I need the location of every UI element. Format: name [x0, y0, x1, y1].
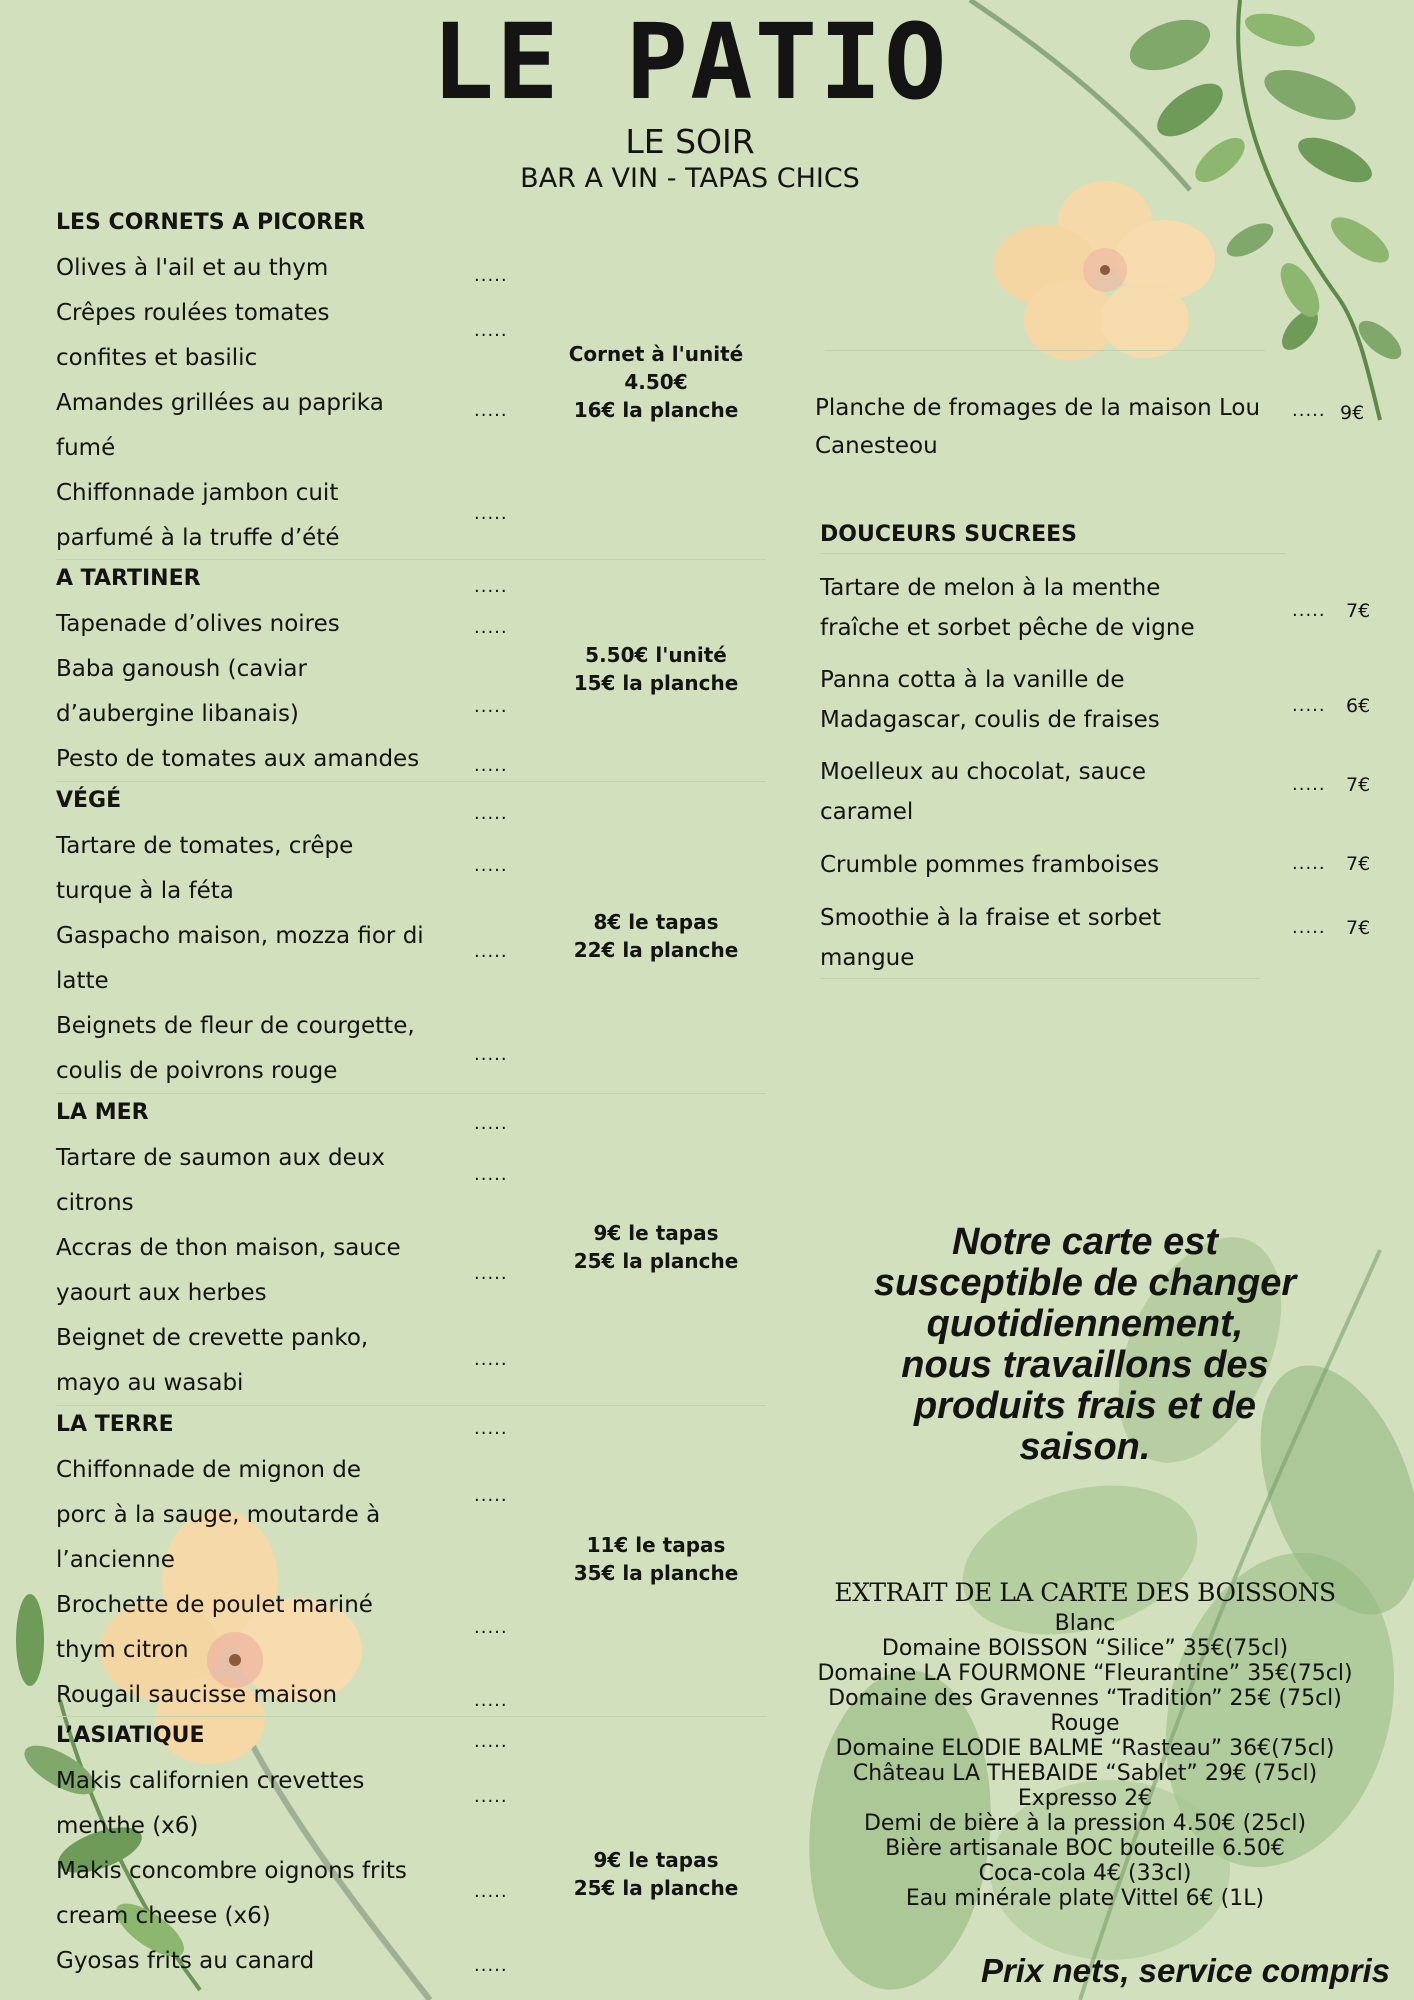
menu-line: mayo au wasabi: [56, 1370, 244, 1396]
section-divider: [820, 553, 1285, 554]
leader-dots: .....: [474, 576, 508, 597]
menu-line: thym citron: [56, 1637, 189, 1663]
dessert-price: 6€: [1346, 695, 1371, 717]
price-line: 25€ la planche: [573, 1876, 739, 1900]
menu-line: citrons: [56, 1190, 134, 1216]
menu-line: Brochette de poulet mariné: [56, 1592, 373, 1618]
section-divider: [56, 781, 766, 782]
section-divider: [825, 350, 1265, 351]
drinks-list: [770, 1575, 1400, 1911]
menu-line: Panna cotta à la vanille de: [820, 667, 1125, 693]
page-tagline: BAR A VIN - TAPAS CHICS: [520, 163, 860, 194]
section-divider: [56, 1405, 766, 1406]
menu-line: Gyosas frits au canard: [56, 1948, 315, 1974]
leader-dots: .....: [474, 503, 508, 524]
leader-dots: .....: [474, 696, 508, 717]
menu-line: Planche de fromages de la maison Lou: [815, 395, 1261, 421]
dessert-price: 7€: [1346, 600, 1371, 622]
section-title-vege: VÉGÉ: [56, 788, 122, 813]
menu-line: confites et basilic: [56, 345, 258, 371]
leader-dots: .....: [474, 265, 508, 286]
leader-dots: .....: [474, 1044, 508, 1065]
menu-line: turque à la féta: [56, 878, 234, 904]
leader-dots: .....: [474, 400, 508, 421]
menu-line: Smoothie à la fraise et sorbet: [820, 905, 1162, 931]
drink-line: Rouge: [1050, 1711, 1120, 1736]
leader-dots: .....: [1292, 917, 1326, 938]
menu-line: porc à la sauge, moutarde à: [56, 1502, 381, 1528]
leader-dots: .....: [474, 1955, 508, 1976]
drink-line: Blanc: [1054, 1611, 1116, 1636]
leader-dots: .....: [474, 1485, 508, 1506]
section-title-tartiner: A TARTINER: [56, 566, 201, 591]
menu-line: Gaspacho maison, mozza fior di: [56, 923, 424, 949]
menu-line: yaourt aux herbes: [56, 1280, 267, 1306]
menu-line: Beignet de crevette panko,: [56, 1325, 369, 1351]
drink-line: Domaine ELODIE BALME “Rasteau” 36€(75cl): [835, 1736, 1335, 1761]
leader-dots: .....: [1292, 400, 1326, 421]
leader-dots: .....: [474, 320, 508, 341]
menu-line: Madagascar, coulis de fraises: [820, 707, 1160, 733]
drinks-title: EXTRAIT DE LA CARTE DES BOISSONS: [834, 1578, 1336, 1607]
menu-line: Crêpes roulées tomates: [56, 300, 330, 326]
flower-top-icon: [975, 170, 1235, 370]
leader-dots: .....: [1292, 853, 1326, 874]
section-price-cornets: [536, 340, 776, 424]
footer-note: Prix nets, service compris: [980, 1952, 1390, 1989]
section-price-asiatique: [536, 1846, 776, 1902]
leader-dots: .....: [474, 855, 508, 876]
notice-line: nous travaillons des: [901, 1344, 1269, 1386]
menu-line: menthe (x6): [56, 1813, 199, 1839]
menu-line: Makis californien crevettes: [56, 1768, 365, 1794]
leader-dots: .....: [474, 1263, 508, 1284]
price-line: 9€ le tapas: [593, 1221, 719, 1245]
menu-line: Accras de thon maison, sauce: [56, 1235, 401, 1261]
section-title-desserts: DOUCEURS SUCREES: [820, 522, 1078, 547]
page-subtitle: LE SOIR: [625, 122, 755, 161]
drink-line: Domaine BOISSON “Silice” 35€(75cl): [881, 1636, 1289, 1661]
leader-dots: .....: [474, 803, 508, 824]
menu-line: fraîche et sorbet pêche de vigne: [820, 615, 1195, 641]
notice-line: susceptible de changer: [873, 1262, 1297, 1304]
menu-line: Crumble pommes framboises: [820, 852, 1160, 878]
menu-line: fumé: [56, 435, 116, 461]
notice-line: saison.: [1019, 1426, 1151, 1468]
price-line: 22€ la planche: [573, 938, 739, 962]
leader-dots: .....: [474, 1418, 508, 1439]
leader-dots: .....: [474, 755, 508, 776]
menu-line: mangue: [820, 945, 915, 971]
menu-line: Tartare de tomates, crêpe: [56, 833, 354, 859]
drink-line: Expresso 2€: [1017, 1786, 1153, 1811]
leader-dots: .....: [474, 1786, 508, 1807]
notice-text: [845, 1222, 1325, 1468]
drink-line: Coca-cola 4€ (33cl): [978, 1861, 1192, 1886]
section-title-asiatique: L’ASIATIQUE: [56, 1723, 205, 1748]
leader-dots: .....: [1292, 774, 1326, 795]
section-price-vege: [536, 908, 776, 964]
price-line: 25€ la planche: [573, 1249, 739, 1273]
menu-line: Olives à l'ail et au thym: [56, 255, 329, 281]
drink-line: Château LA THEBAIDE “Sablet” 29€ (75cl): [852, 1761, 1318, 1786]
menu-line: Moelleux au chocolat, sauce: [820, 759, 1147, 785]
menu-line: cream cheese (x6): [56, 1903, 271, 1929]
section-price-la-mer: [536, 1219, 776, 1275]
leader-dots: .....: [474, 617, 508, 638]
price-line: 16€ la planche: [573, 398, 739, 422]
menu-line: Makis concombre oignons frits: [56, 1858, 407, 1884]
dessert-price: 7€: [1346, 774, 1371, 796]
section-title-cornets: LES CORNETS A PICORER: [56, 210, 366, 235]
section-divider: [56, 559, 766, 560]
menu-line: Rougail saucisse maison: [56, 1682, 338, 1708]
dessert-price: 7€: [1346, 853, 1371, 875]
menu-line: d’aubergine libanais): [56, 701, 299, 727]
page-title: LE PATIO: [431, 1, 949, 123]
menu-line: Beignets de fleur de courgette,: [56, 1013, 415, 1039]
section-title-la-terre: LA TERRE: [56, 1412, 174, 1437]
price-line: Cornet à l'unité: [568, 342, 744, 366]
section-divider: [56, 1093, 766, 1094]
price-line: 35€ la planche: [573, 1561, 739, 1585]
menu-line: Tartare de melon à la menthe: [820, 575, 1161, 601]
notice-line: produits frais et de: [913, 1385, 1257, 1427]
price-line: 4.50€: [624, 370, 688, 394]
leader-dots: .....: [474, 1731, 508, 1752]
drink-line: Bière artisanale BOC bouteille 6.50€: [885, 1836, 1285, 1861]
price-line: 9€ le tapas: [593, 1848, 719, 1872]
drink-line: Domaine des Gravennes “Tradition” 25€ (75cl): [828, 1686, 1342, 1711]
menu-header: [0, 0, 1380, 196]
drink-line: Eau minérale plate Vittel 6€ (1L): [905, 1886, 1265, 1911]
menu-line: Tartare de saumon aux deux: [56, 1145, 385, 1171]
section-price-la-terre: [536, 1531, 776, 1587]
price-line: 8€ le tapas: [593, 910, 719, 934]
menu-line: Pesto de tomates aux amandes: [56, 746, 420, 772]
cheese-price: 9€: [1340, 402, 1365, 424]
section-divider: [56, 1716, 766, 1717]
leader-dots: .....: [474, 1690, 508, 1711]
menu-line: Tapenade d’olives noires: [56, 611, 340, 637]
menu-line: l’ancienne: [56, 1547, 175, 1573]
section-price-tartiner: [536, 641, 776, 697]
menu-line: caramel: [820, 799, 914, 825]
dessert-price: 7€: [1346, 917, 1371, 939]
menu-line: latte: [56, 968, 109, 994]
menu-line: Amandes grillées au paprika: [56, 390, 384, 416]
leader-dots: .....: [474, 1164, 508, 1185]
drink-line: Domaine LA FOURMONE “Fleurantine” 35€(75cl): [817, 1661, 1353, 1686]
section-divider: [820, 978, 1260, 979]
leader-dots: .....: [1292, 695, 1326, 716]
leader-dots: .....: [1292, 600, 1326, 621]
drink-line: Demi de bière à la pression 4.50€ (25cl): [863, 1811, 1307, 1836]
price-line: 11€ le tapas: [586, 1533, 726, 1557]
leader-dots: .....: [474, 1349, 508, 1370]
section-title-la-mer: LA MER: [56, 1100, 149, 1125]
menu-line: Baba ganoush (caviar: [56, 656, 307, 682]
leader-dots: .....: [474, 1113, 508, 1134]
menu-line: Chiffonnade de mignon de: [56, 1457, 361, 1483]
price-line: 15€ la planche: [573, 671, 739, 695]
notice-line: Notre carte est: [951, 1221, 1219, 1263]
menu-line: coulis de poivrons rouge: [56, 1058, 338, 1084]
leader-dots: .....: [474, 1617, 508, 1638]
leader-dots: .....: [474, 1881, 508, 1902]
menu-line: Chiffonnade jambon cuit: [56, 480, 339, 506]
notice-line: quotidiennement,: [926, 1303, 1244, 1345]
price-line: 5.50€ l'unité: [585, 643, 727, 667]
menu-line: parfumé à la truffe d’été: [56, 525, 340, 551]
menu-line: Canesteou: [815, 433, 938, 459]
leader-dots: .....: [474, 941, 508, 962]
